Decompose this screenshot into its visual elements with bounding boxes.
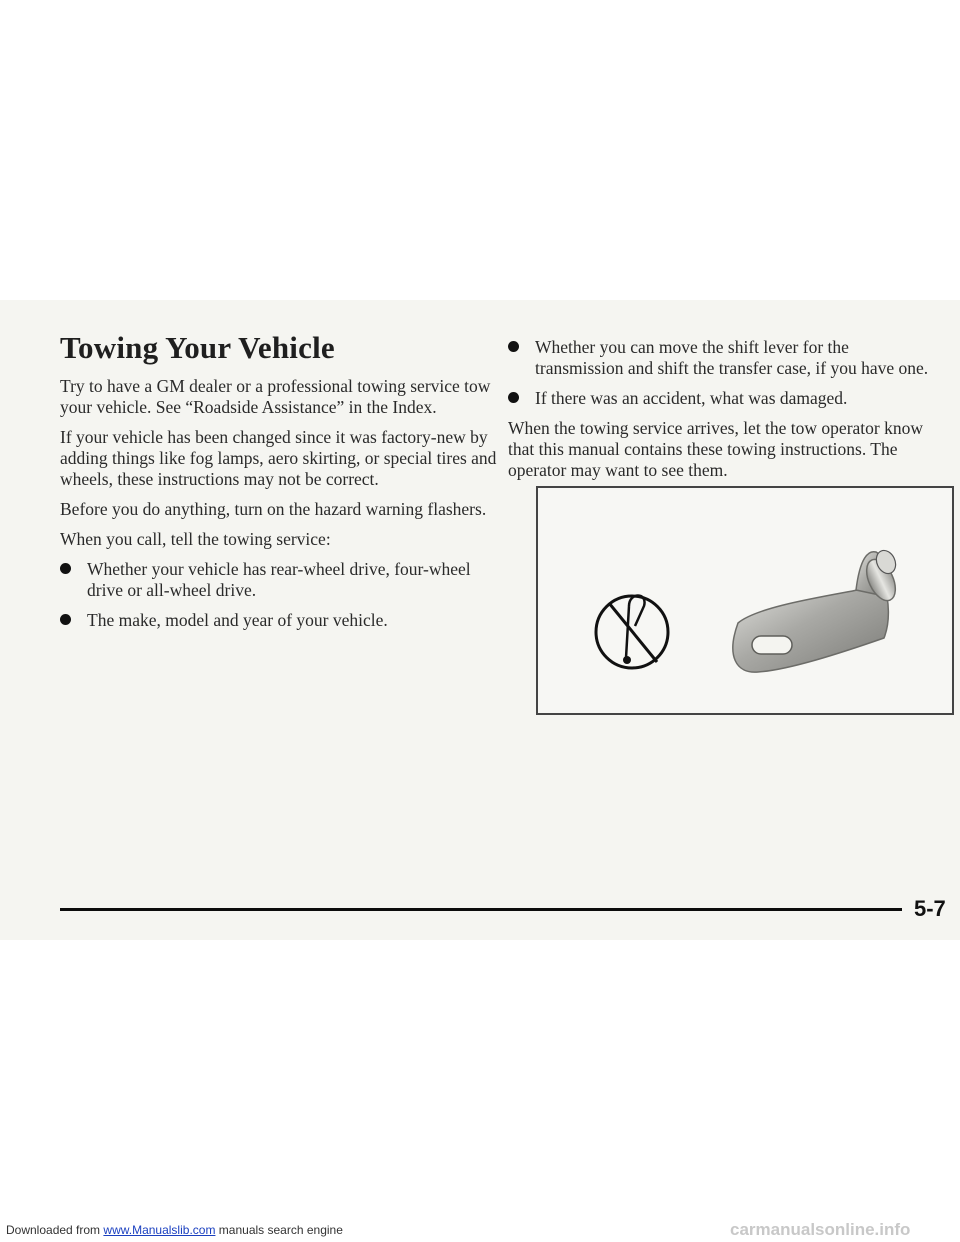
tow-hook-figure (536, 486, 954, 715)
bullet-icon (60, 563, 71, 574)
list-item (60, 559, 500, 601)
paragraph: When you call, tell the towing service: (60, 529, 331, 549)
figure-illustration (538, 488, 952, 713)
right-column (508, 337, 933, 490)
bullet-list (60, 559, 500, 631)
page-number: 5-7 (914, 896, 946, 921)
watermark: carmanualsonline.info (730, 1220, 911, 1239)
list-item-text: Whether your vehicle has rear-wheel drive, four-wheel drive or all-wheel drive. (87, 559, 471, 600)
tow-hook-icon (733, 547, 901, 672)
paragraph: Before you do anything, turn on the hazard warning flashers. (60, 499, 487, 519)
paragraph: If your vehicle has been changed since it was factory-new by adding things like fog lamps, aero skirting, or special tires and wheels, these instructions may not be correct. (60, 427, 497, 489)
no-hook-icon (596, 596, 668, 669)
paragraph: Try to have a GM dealer or a professional towing service tow your vehicle. See “Roadside Assistance” in the Index. (60, 376, 491, 417)
list-item-text: The make, model and year of your vehicle. (87, 610, 388, 630)
footer-suffix: manuals search engine (218, 1223, 343, 1237)
paragraph: When the towing service arrives, let the tow operator know that this manual contains these towing instructions. The operator may want to see them. (508, 418, 924, 480)
list-item (508, 337, 933, 379)
footer-prefix: Downloaded from (6, 1223, 101, 1237)
bullet-list (508, 337, 933, 409)
list-item (508, 388, 933, 409)
list-item-text: If there was an accident, what was damaged. (535, 388, 848, 408)
list-item (60, 610, 500, 631)
download-footer (6, 1223, 343, 1237)
list-item-text: Whether you can move the shift lever for the transmission and shift the transfer case, if you have one. (535, 337, 929, 378)
page-heading: Towing Your Vehicle (60, 330, 335, 365)
footer-rule (60, 908, 902, 911)
bullet-icon (508, 341, 519, 352)
manualslib-link[interactable]: www.Manualslib.com (103, 1223, 216, 1237)
left-column (60, 376, 500, 640)
bullet-icon (508, 392, 519, 403)
bullet-icon (60, 614, 71, 625)
